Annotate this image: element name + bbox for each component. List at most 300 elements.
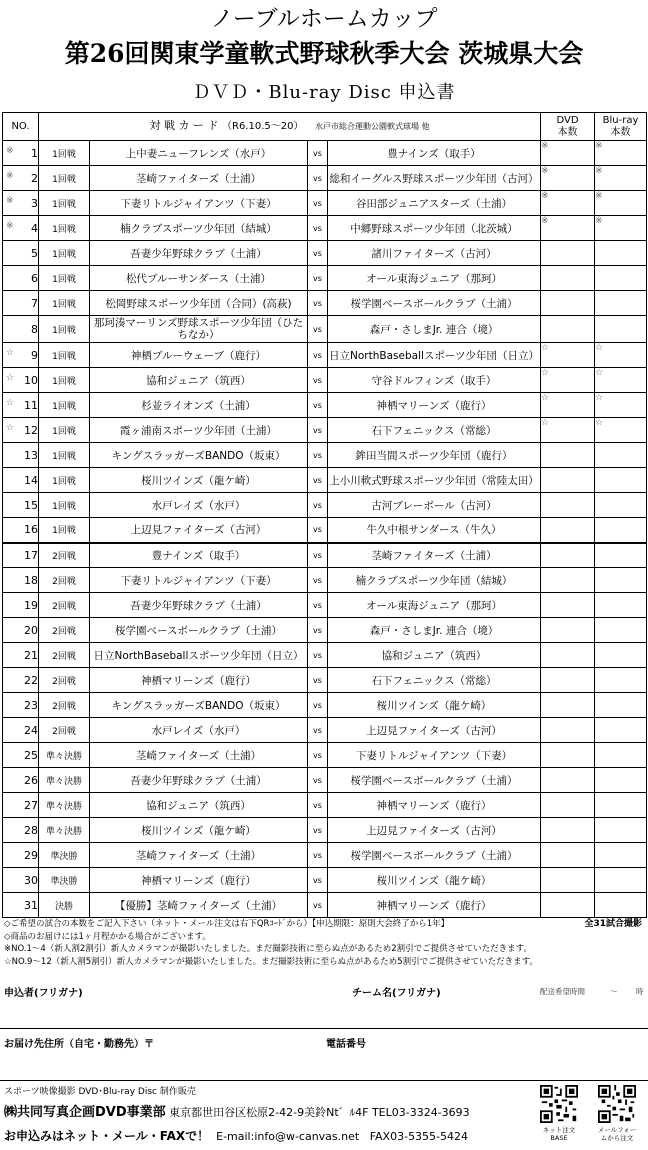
match-no-cell xyxy=(3,618,39,643)
home-team: 霞ヶ浦南スポーツ少年団（土浦） xyxy=(90,418,308,443)
bd-count-field[interactable] xyxy=(595,493,647,518)
phone-label: 電話番号 xyxy=(326,1039,366,1050)
match-no: 17 xyxy=(24,548,38,562)
away-team: 総和イーグルス野球スポーツ少年団（古河） xyxy=(328,166,541,191)
dvd-count-field[interactable] xyxy=(541,868,595,893)
dvd-count-field[interactable] xyxy=(541,518,595,543)
title-tournament: 第26回関東学童軟式野球秋季大会 茨城県大会 xyxy=(64,39,584,68)
match-round: 1回戦 xyxy=(39,393,90,418)
dvd-count-field[interactable] xyxy=(541,291,595,316)
match-round: 準々決勝 xyxy=(39,818,90,843)
vs-label: vs xyxy=(308,643,328,668)
dvd-count-field[interactable] xyxy=(541,643,595,668)
bd-count-field[interactable] xyxy=(595,241,647,266)
bd-count-field[interactable]: ☆ xyxy=(595,418,647,443)
bd-count-field[interactable]: ※ xyxy=(595,191,647,216)
match-row xyxy=(3,568,647,593)
dvd-count-field[interactable] xyxy=(541,668,595,693)
header-venue: 水戸市総合運動公園軟式球場 他 xyxy=(314,122,430,131)
qr-base-caption: ネット注文BASE xyxy=(542,1126,576,1142)
home-team: 吾妻少年野球クラブ（土浦） xyxy=(90,768,308,793)
header-bd xyxy=(595,113,647,141)
footer-company-line xyxy=(4,1101,470,1120)
divider-1 xyxy=(0,1028,648,1029)
notes xyxy=(4,918,646,968)
dvd-count-field[interactable] xyxy=(541,743,595,768)
home-team: 神栖マリーンズ（鹿行） xyxy=(90,668,308,693)
match-row xyxy=(3,543,647,568)
home-team: 吾妻少年野球クラブ（土浦） xyxy=(90,241,308,266)
vs-label: vs xyxy=(308,191,328,216)
home-team: 神栖マリーンズ（鹿行） xyxy=(90,868,308,893)
dvd-count-field[interactable]: ※ xyxy=(541,166,595,191)
match-row xyxy=(3,893,647,918)
away-team: 森戸・さしまJr. 連合（境） xyxy=(328,316,541,343)
match-row xyxy=(3,141,647,166)
vs-label: vs xyxy=(308,718,328,743)
total-games: 全31試合撮影 xyxy=(584,919,642,929)
match-round: 準々決勝 xyxy=(39,793,90,818)
match-row xyxy=(3,443,647,468)
vs-label: vs xyxy=(308,543,328,568)
match-no-cell xyxy=(3,291,39,316)
dvd-count-field[interactable]: ※ xyxy=(541,191,595,216)
match-row xyxy=(3,593,647,618)
bd-count-field[interactable] xyxy=(595,743,647,768)
vs-label: vs xyxy=(308,266,328,291)
vs-label: vs xyxy=(308,768,328,793)
discount-mark: ※ xyxy=(6,171,14,181)
match-no-cell xyxy=(3,266,39,291)
home-team: 協和ジュニア（筑西） xyxy=(90,368,308,393)
footer-company: ㈱共同写真企画DVD事業部 xyxy=(4,1105,166,1120)
match-no: 18 xyxy=(24,573,38,587)
discount-mark: ※ xyxy=(6,146,14,156)
bd-count-field[interactable] xyxy=(595,266,647,291)
vs-label: vs xyxy=(308,518,328,543)
match-no-cell xyxy=(3,818,39,843)
dvd-count-field[interactable] xyxy=(541,768,595,793)
away-team: 桜川ツインズ（龍ケ崎） xyxy=(328,868,541,893)
match-row xyxy=(3,368,647,393)
home-team: 下妻リトルジャイアンツ（下妻） xyxy=(90,568,308,593)
discount-mark: ※ xyxy=(6,196,14,206)
match-no: 26 xyxy=(24,773,38,787)
vs-label: vs xyxy=(308,818,328,843)
away-team: 豊ナインズ（取手） xyxy=(328,141,541,166)
dvd-count-field[interactable]: ※ xyxy=(541,141,595,166)
away-team: 桜学園ベースボールクラブ（土浦） xyxy=(328,768,541,793)
footer-apply: お申込みはネット・メール・FAXで！ xyxy=(4,1129,210,1143)
delivery-tilde: 〜 xyxy=(610,987,618,996)
away-team: 日立NorthBaseballスポーツ少年団（日立） xyxy=(328,343,541,368)
away-team: オール東海ジュニア（那珂） xyxy=(328,593,541,618)
match-no: 21 xyxy=(24,648,38,662)
bd-count-field[interactable] xyxy=(595,291,647,316)
dvd-count-field[interactable]: ☆ xyxy=(541,368,595,393)
match-row xyxy=(3,393,647,418)
vs-label: vs xyxy=(308,868,328,893)
dvd-count-field[interactable] xyxy=(541,893,595,918)
vs-label: vs xyxy=(308,568,328,593)
discount-mark: ☆ xyxy=(6,348,15,358)
match-no-cell xyxy=(3,493,39,518)
vs-label: vs xyxy=(308,793,328,818)
vs-label: vs xyxy=(308,316,328,343)
home-team: 下妻リトルジャイアンツ（下妻） xyxy=(90,191,308,216)
match-row xyxy=(3,191,647,216)
home-team: キングスラッガーズBANDO（坂東） xyxy=(90,443,308,468)
footer-apply-line xyxy=(4,1127,468,1144)
match-no: 9 xyxy=(31,348,38,362)
bd-count-field[interactable] xyxy=(595,793,647,818)
dvd-count-field[interactable] xyxy=(541,793,595,818)
home-team: 那珂湊マーリンズ野球スポーツ少年団（ひたちなか） xyxy=(90,316,308,343)
match-row xyxy=(3,216,647,241)
bd-count-field[interactable] xyxy=(595,668,647,693)
match-round: 1回戦 xyxy=(39,443,90,468)
match-row xyxy=(3,718,647,743)
match-round: 決勝 xyxy=(39,893,90,918)
qr-mailform-caption: メールフォームから注文 xyxy=(597,1126,637,1142)
match-row xyxy=(3,843,647,868)
bd-count-field[interactable] xyxy=(595,643,647,668)
bd-count-field[interactable] xyxy=(595,593,647,618)
match-no: 5 xyxy=(31,246,38,260)
bd-count-field[interactable] xyxy=(595,443,647,468)
match-round: 準決勝 xyxy=(39,868,90,893)
dvd-count-field[interactable] xyxy=(541,316,595,343)
bd-count-field[interactable] xyxy=(595,693,647,718)
header-dates: （R6.10.5〜20） xyxy=(222,121,304,132)
match-no-cell xyxy=(3,443,39,468)
match-row xyxy=(3,668,647,693)
bd-count-field[interactable] xyxy=(595,768,647,793)
vs-label: vs xyxy=(308,166,328,191)
match-no-cell xyxy=(3,518,39,543)
match-row xyxy=(3,818,647,843)
away-team: 下妻リトルジャイアンツ（下妻） xyxy=(328,743,541,768)
match-no-cell xyxy=(3,141,39,166)
match-row xyxy=(3,768,647,793)
away-team: 諸川ファイターズ（古河） xyxy=(328,241,541,266)
dvd-count-field[interactable] xyxy=(541,693,595,718)
match-no: 27 xyxy=(24,798,38,812)
bd-count-field[interactable] xyxy=(595,468,647,493)
discount-mark: ☆ xyxy=(6,398,15,408)
away-team: 神栖マリーンズ（鹿行） xyxy=(328,893,541,918)
match-row xyxy=(3,468,647,493)
match-no-cell xyxy=(3,693,39,718)
home-team: 吾妻少年野球クラブ（土浦） xyxy=(90,593,308,618)
match-no-cell xyxy=(3,241,39,266)
match-round: 2回戦 xyxy=(39,718,90,743)
away-team: 上辺見ファイターズ（古河） xyxy=(328,818,541,843)
dvd-count-field[interactable] xyxy=(541,618,595,643)
bd-count-field[interactable] xyxy=(595,518,647,543)
bd-count-field[interactable]: ※ xyxy=(595,141,647,166)
match-row xyxy=(3,343,647,368)
bd-count-field[interactable]: ☆ xyxy=(595,368,647,393)
match-round: 2回戦 xyxy=(39,568,90,593)
dvd-count-field[interactable] xyxy=(541,443,595,468)
dvd-count-field[interactable] xyxy=(541,468,595,493)
match-no: 24 xyxy=(24,723,38,737)
match-round: 1回戦 xyxy=(39,191,90,216)
vs-label: vs xyxy=(308,418,328,443)
dvd-count-field[interactable]: ☆ xyxy=(541,343,595,368)
away-team: 桜学園ベースボールクラブ（土浦） xyxy=(328,291,541,316)
qr-code-mailform[interactable] xyxy=(598,1085,636,1123)
dvd-count-field[interactable] xyxy=(541,593,595,618)
away-team: 中郷野球スポーツ少年団（北茨城） xyxy=(328,216,541,241)
dvd-count-field[interactable]: ☆ xyxy=(541,418,595,443)
match-no: 1 xyxy=(31,146,38,160)
header-card-label: 対 戦 カ ー ド xyxy=(149,119,219,132)
qr-code-base[interactable] xyxy=(540,1085,578,1123)
match-no: 19 xyxy=(24,598,38,612)
bd-count-field[interactable] xyxy=(595,843,647,868)
home-team: 水戸レイズ（水戸） xyxy=(90,493,308,518)
match-no-cell xyxy=(3,393,39,418)
note-line3: ※NO.1〜4（新人割2割引）新人カメラマンが撮影いたしました。まだ撮影技術に至らぬ点があるため2割引でご提供させていただきます。 xyxy=(4,944,532,954)
vs-label: vs xyxy=(308,593,328,618)
match-no-cell xyxy=(3,768,39,793)
match-no: 29 xyxy=(24,848,38,862)
match-round: 2回戦 xyxy=(39,668,90,693)
match-round: 1回戦 xyxy=(39,141,90,166)
match-row xyxy=(3,618,647,643)
match-no: 25 xyxy=(24,748,38,762)
match-no-cell xyxy=(3,191,39,216)
match-table xyxy=(2,112,647,918)
vs-label: vs xyxy=(308,668,328,693)
match-no: 11 xyxy=(24,398,38,412)
match-no: 23 xyxy=(24,698,38,712)
match-no-cell xyxy=(3,668,39,693)
home-team: 豊ナインズ（取手） xyxy=(90,543,308,568)
bd-count-field[interactable]: ☆ xyxy=(595,393,647,418)
applicant-label: 申込者(フリガナ) xyxy=(4,988,83,999)
match-row xyxy=(3,793,647,818)
home-team: 日立NorthBaseballスポーツ少年団（日立） xyxy=(90,643,308,668)
match-round: 1回戦 xyxy=(39,316,90,343)
vs-label: vs xyxy=(308,468,328,493)
match-round: 1回戦 xyxy=(39,468,90,493)
match-no-cell xyxy=(3,718,39,743)
match-no-cell xyxy=(3,793,39,818)
match-round: 1回戦 xyxy=(39,216,90,241)
bd-count-field[interactable]: ※ xyxy=(595,216,647,241)
away-team: 協和ジュニア（筑西） xyxy=(328,643,541,668)
away-team: オール東海ジュニア（那珂） xyxy=(328,266,541,291)
match-round: 準決勝 xyxy=(39,843,90,868)
note-line2: ◇商品のお届けには1ヶ月程かかる場合がございます。 xyxy=(4,931,211,942)
bd-count-field[interactable]: ※ xyxy=(595,166,647,191)
vs-label: vs xyxy=(308,291,328,316)
bd-count-field[interactable]: ☆ xyxy=(595,343,647,368)
match-round: 準々決勝 xyxy=(39,743,90,768)
vs-label: vs xyxy=(308,693,328,718)
match-no: 13 xyxy=(24,448,38,462)
match-no: 10 xyxy=(24,373,38,387)
home-team: 神栖ブルーウェーブ（鹿行） xyxy=(90,343,308,368)
delivery-time-unit: 時 xyxy=(636,987,644,996)
match-round: 2回戦 xyxy=(39,618,90,643)
bd-count-field[interactable] xyxy=(595,718,647,743)
bd-count-field[interactable] xyxy=(595,893,647,918)
discount-mark: ※ xyxy=(6,221,14,231)
header-dvd-label: DVD xyxy=(556,114,579,126)
match-round: 準々決勝 xyxy=(39,768,90,793)
match-no-cell xyxy=(3,418,39,443)
match-no-cell xyxy=(3,843,39,868)
vs-label: vs xyxy=(308,443,328,468)
delivery-time-label: 配送希望時間 xyxy=(540,987,585,996)
away-team: 神栖マリーンズ（鹿行） xyxy=(328,393,541,418)
match-row xyxy=(3,241,647,266)
vs-label: vs xyxy=(308,743,328,768)
away-team: 桜川ツインズ（龍ケ崎） xyxy=(328,693,541,718)
match-no: 3 xyxy=(31,196,38,210)
bd-count-field[interactable] xyxy=(595,316,647,343)
match-row xyxy=(3,868,647,893)
bd-count-field[interactable] xyxy=(595,568,647,593)
home-team: 茎崎ファイターズ（土浦） xyxy=(90,843,308,868)
match-no: 7 xyxy=(31,296,38,310)
vs-label: vs xyxy=(308,241,328,266)
home-team: 杉並ライオンズ（土浦） xyxy=(90,393,308,418)
match-no-cell xyxy=(3,216,39,241)
note-line1: ◇ご希望の試合の本数をご記入下さい（ネット・メール注文は右下QRｺｰﾄﾞから）【申込期限：原則大会終了から1年】 xyxy=(4,919,450,929)
match-row xyxy=(3,643,647,668)
header-card xyxy=(39,113,541,141)
match-no: 22 xyxy=(24,673,38,687)
match-round: 1回戦 xyxy=(39,343,90,368)
home-team: 上中妻ニューフレンズ（水戸） xyxy=(90,141,308,166)
header-dvd-sub: 本数 xyxy=(557,126,578,138)
vs-label: vs xyxy=(308,368,328,393)
match-row xyxy=(3,291,647,316)
dvd-count-field[interactable] xyxy=(541,718,595,743)
dvd-count-field[interactable] xyxy=(541,568,595,593)
home-team: 桜川ツインズ（龍ケ崎） xyxy=(90,468,308,493)
match-round: 1回戦 xyxy=(39,518,90,543)
vs-label: vs xyxy=(308,393,328,418)
match-no-cell xyxy=(3,343,39,368)
match-round: 2回戦 xyxy=(39,693,90,718)
match-round: 2回戦 xyxy=(39,543,90,568)
home-team: 上辺見ファイターズ（古河） xyxy=(90,518,308,543)
team-label: チーム名(フリガナ) xyxy=(352,988,441,999)
match-no: 28 xyxy=(24,823,38,837)
bd-count-field[interactable] xyxy=(595,543,647,568)
dvd-count-field[interactable] xyxy=(541,818,595,843)
home-team: 桜川ツインズ（龍ケ崎） xyxy=(90,818,308,843)
note-line4: ☆NO.9〜12（新人割5割引）新人カメラマンが撮影いたしました。まだ撮影技術に至らぬ点があるため5割引でご提供させていただきます。 xyxy=(4,956,538,967)
match-row xyxy=(3,166,647,191)
away-team: 石下フェニックス（常総） xyxy=(328,418,541,443)
discount-mark: ☆ xyxy=(6,373,15,383)
home-team: 松代ブルーサンダース（土浦） xyxy=(90,266,308,291)
vs-label: vs xyxy=(308,216,328,241)
dvd-count-field[interactable] xyxy=(541,266,595,291)
dvd-count-field[interactable] xyxy=(541,843,595,868)
match-row xyxy=(3,493,647,518)
match-no: 8 xyxy=(31,322,38,336)
header-bd-label: Blu-ray xyxy=(602,114,639,126)
bd-count-field[interactable] xyxy=(595,818,647,843)
discount-mark: ☆ xyxy=(6,423,15,433)
dvd-count-field[interactable]: ※ xyxy=(541,216,595,241)
away-team: 石下フェニックス（常総） xyxy=(328,668,541,693)
away-team: 牛久中根サンダース（牛久） xyxy=(328,518,541,543)
match-round: 1回戦 xyxy=(39,241,90,266)
match-row xyxy=(3,518,647,543)
away-team: 鉾田当間スポーツ少年団（鹿行） xyxy=(328,443,541,468)
vs-label: vs xyxy=(308,141,328,166)
dvd-count-field[interactable] xyxy=(541,241,595,266)
match-no-cell xyxy=(3,868,39,893)
match-no: 31 xyxy=(24,898,38,912)
vs-label: vs xyxy=(308,493,328,518)
away-team: 守谷ドルフィンズ（取手） xyxy=(328,368,541,393)
match-no-cell xyxy=(3,893,39,918)
match-no: 4 xyxy=(31,221,38,235)
home-team: 楠クラブスポーツ少年団（結城） xyxy=(90,216,308,241)
bd-count-field[interactable] xyxy=(595,618,647,643)
match-row xyxy=(3,266,647,291)
vs-label: vs xyxy=(308,843,328,868)
home-team: 茎崎ファイターズ（土浦） xyxy=(90,743,308,768)
match-round: 1回戦 xyxy=(39,418,90,443)
match-no-cell xyxy=(3,743,39,768)
match-no-cell xyxy=(3,593,39,618)
dvd-count-field[interactable] xyxy=(541,543,595,568)
match-no: 12 xyxy=(24,423,38,437)
away-team: 桜学園ベースボールクラブ（土浦） xyxy=(328,843,541,868)
vs-label: vs xyxy=(308,618,328,643)
match-no-cell xyxy=(3,543,39,568)
away-team: 谷田部ジュニアスターズ（土浦） xyxy=(328,191,541,216)
dvd-count-field[interactable] xyxy=(541,493,595,518)
match-row xyxy=(3,316,647,343)
match-row xyxy=(3,693,647,718)
away-team: 神栖マリーンズ（鹿行） xyxy=(328,793,541,818)
footer-service: スポーツ映像撮影 DVD･Blu-ray Disc 制作販売 xyxy=(4,1087,196,1097)
match-no-cell xyxy=(3,468,39,493)
match-no: 20 xyxy=(24,623,38,637)
vs-label: vs xyxy=(308,893,328,918)
match-no-cell xyxy=(3,643,39,668)
footer-fax: FAX03-5355-5424 xyxy=(369,1130,469,1143)
title-form: ＤＶＤ・Blu-ray Disc 申込書 xyxy=(192,82,456,103)
home-team: 松岡野球スポーツ少年団（合同）(高萩) xyxy=(90,291,308,316)
match-no-cell xyxy=(3,316,39,343)
bd-count-field[interactable] xyxy=(595,868,647,893)
vs-label: vs xyxy=(308,343,328,368)
match-round: 2回戦 xyxy=(39,643,90,668)
home-team: キングスラッガーズBANDO（坂東） xyxy=(90,693,308,718)
dvd-count-field[interactable]: ☆ xyxy=(541,393,595,418)
match-round: 1回戦 xyxy=(39,166,90,191)
home-team: 桜学園ベースボールクラブ（土浦） xyxy=(90,618,308,643)
match-no-cell xyxy=(3,568,39,593)
header-dvd xyxy=(541,113,595,141)
match-no: 6 xyxy=(31,271,38,285)
footer-email: E-mail:info@w-canvas.net xyxy=(216,1130,360,1143)
match-round: 1回戦 xyxy=(39,368,90,393)
